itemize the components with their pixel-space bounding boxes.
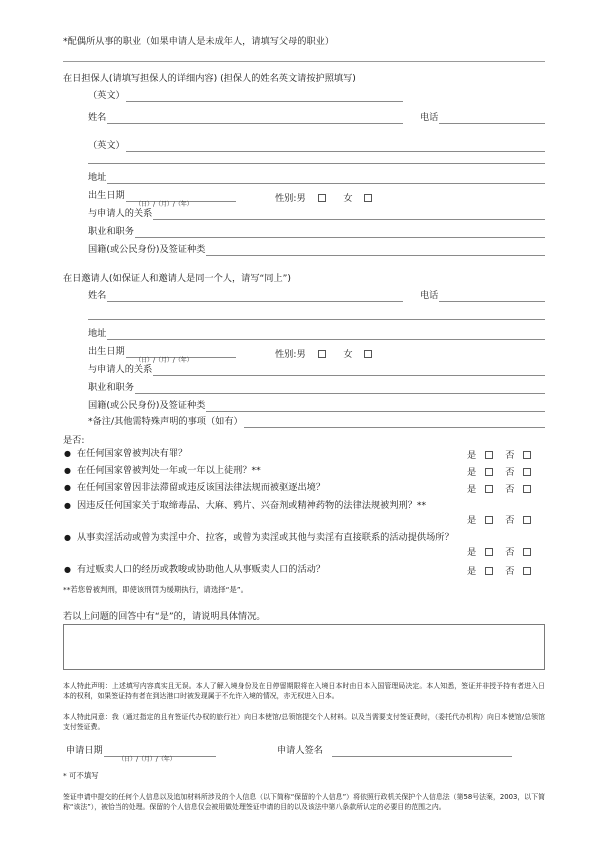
answer-yes-checkbox[interactable]: [485, 567, 493, 575]
applicant-signature-input[interactable]: [332, 746, 512, 757]
question-row: [63, 499, 545, 526]
guarantor-address-input[interactable]: [107, 173, 545, 184]
guarantor-section-title: 在日担保人(请填写担保人的详细内容) (担保人的姓名英文请按护照填写): [63, 73, 356, 84]
guarantor-relationship-input[interactable]: [153, 209, 545, 220]
answer-no-label: 否: [505, 514, 515, 526]
answer-yes-checkbox[interactable]: [485, 451, 493, 459]
spouse-occupation-label: *配偶所从事的职业（如果申请人是未成年人，请填写父母的职业）: [63, 36, 335, 47]
question-answer-group: [467, 499, 545, 526]
inviter-address-input[interactable]: [107, 329, 545, 340]
inviter-gender-female-label: 女: [343, 349, 353, 360]
answer-no-checkbox[interactable]: [523, 548, 531, 556]
question-answer-group: [467, 563, 545, 577]
application-date-format-caption: （日）/（月）/（年）: [118, 756, 176, 763]
guarantor-address-row: [88, 172, 545, 184]
answer-yes-label: 是: [467, 484, 477, 496]
answer-yes-checkbox[interactable]: [485, 516, 493, 524]
questions-list: [63, 447, 545, 580]
inviter-occupation-label: 职业和职务: [88, 382, 134, 393]
inviter-gender-male-label: 性别:男: [275, 349, 306, 360]
inviter-occupation-input[interactable]: [135, 383, 545, 394]
english-label-2: （英文）: [88, 140, 125, 151]
inviter-phone-label: 电话: [420, 290, 439, 301]
question-answer-group: [467, 531, 545, 558]
inviter-address-label: 地址: [88, 328, 107, 339]
sentencing-footnote: **若您曾被判刑，即使该刑罚为缓期执行，请选择“是”。: [63, 585, 249, 594]
inviter-name-input-line2[interactable]: [88, 318, 545, 320]
question-row: [63, 481, 545, 495]
question-row: [63, 447, 545, 461]
inviter-phone-row: [420, 290, 545, 302]
question-text: 在任何国家曾因非法滞留或违反该国法律法规而被驱逐出境？: [77, 482, 326, 494]
yes-no-section-header: 是否:: [63, 435, 85, 446]
bullet-icon: ●: [64, 466, 71, 476]
bullet-icon: ●: [64, 564, 71, 574]
answer-yes-checkbox[interactable]: [485, 468, 493, 476]
answer-yes-checkbox[interactable]: [485, 485, 493, 493]
declaration-paragraph-2: 本人特此同意：我（通过指定的且有签证代办权的旅行社）向日本使馆/总领馆提交个人材料。以及当需要支付签证费时，（委托代办机构）向日本使馆/总领馆支付签证费。: [63, 713, 545, 732]
question-text: 因违反任何国家关于取缔毒品、大麻、鸦片、兴奋剂或精神药物的法律法规被判刑？**: [77, 499, 427, 511]
answer-no-label: 否: [505, 484, 515, 496]
inviter-section-title: 在日邀请人(如保证人和邀请人是同一个人，请写“同上”): [63, 273, 291, 284]
answer-no-label: 否: [505, 467, 515, 479]
guarantor-date-format-caption: （日）/（月）/（年）: [135, 201, 193, 208]
applicant-signature-label: 申请人签名: [277, 745, 323, 756]
guarantor-gender-female-checkbox[interactable]: [364, 194, 372, 202]
declaration-paragraph-1: 本人特此声明：上述填写内容真实且无误。本人了解入境身份及在日停留期限将在入境日本时由日本入国管理局决定。本人知悉，签证并非授予持有者进入日本的权利，如果签证持有者在到达港口时被发现属于不允许入境的情况，亦无权进入日本。: [63, 682, 545, 701]
bullet-icon: ●: [64, 500, 71, 510]
application-date-label: 申请日期: [66, 745, 103, 756]
applicant-signature-row: [277, 745, 512, 757]
answer-no-label: 否: [505, 546, 515, 558]
gender-male-label: 性别:男: [275, 193, 306, 204]
answer-no-checkbox[interactable]: [523, 485, 531, 493]
inviter-name-row: [88, 290, 403, 302]
question-text: 有过贩卖人口的经历或教唆或协助他人从事贩卖人口的活动？: [77, 563, 326, 575]
guarantor-english-name-row: [88, 90, 403, 102]
answer-yes-label: 是: [467, 467, 477, 479]
section-divider: [63, 61, 545, 62]
inviter-date-format-caption: （日）/（月）/（年）: [135, 357, 193, 364]
answer-yes-label: 是: [467, 514, 477, 526]
address-label: 地址: [88, 172, 107, 183]
guarantor-nationality-input[interactable]: [206, 245, 545, 256]
birthdate-label: 出生日期: [88, 190, 125, 201]
remarks-input[interactable]: [244, 417, 545, 428]
question-text: 在任何国家曾被判处一年或一年以上徒刑？**: [77, 465, 261, 477]
inviter-nationality-row: [88, 400, 545, 412]
answer-no-checkbox[interactable]: [523, 516, 531, 524]
question-text: 从事卖淫活动或曾为卖淫中介、拉客，或曾为卖淫或其他与卖淫有直接联系的活动提供场所？: [77, 531, 454, 543]
answer-no-checkbox[interactable]: [523, 468, 531, 476]
guarantor-name-row: [88, 112, 403, 124]
guarantor-relationship-row: [88, 208, 545, 220]
optional-field-note: * 可不填写: [63, 771, 99, 780]
guarantor-phone-row: [420, 112, 545, 124]
inviter-phone-input[interactable]: [439, 291, 545, 302]
guarantor-occupation-input[interactable]: [135, 227, 545, 238]
occupation-label: 职业和职务: [88, 226, 134, 237]
guarantor-phone-input[interactable]: [439, 113, 545, 124]
bullet-icon: ●: [64, 483, 71, 493]
relationship-label: 与申请人的关系: [88, 208, 153, 219]
inviter-gender-female-checkbox[interactable]: [364, 350, 372, 358]
question-row: [63, 464, 545, 478]
inviter-nationality-label: 国籍(或公民身份)及签证种类: [88, 400, 206, 411]
guarantor-gender-row: [275, 190, 372, 204]
bullet-icon: ●: [64, 532, 71, 542]
inviter-birthdate-label: 出生日期: [88, 346, 125, 357]
guarantor-english-name-input[interactable]: [126, 91, 403, 102]
guarantor-occupation-row: [88, 226, 545, 238]
question-text: 在任何国家曾被判决有罪？: [77, 448, 188, 459]
bullet-icon: ●: [64, 449, 71, 458]
privacy-notice: 签证申请中提交的任何个人信息以及追加材料所涉及的个人信息（以下简称“保留的个人信息”）将依照行政机关保护个人信息法（第58号法案，2003，以下简称“该法”），被恰当的处理。保留的个人信息仅会被用做处理签证申请的目的以及该法中第八条款所认定的必要目的范围之内。: [63, 793, 545, 812]
guarantor-nationality-row: [88, 244, 545, 256]
inviter-relationship-label: 与申请人的关系: [88, 364, 153, 375]
question-row: [63, 563, 545, 577]
guarantor-gender-male-checkbox[interactable]: [318, 194, 326, 202]
guarantor-name-input[interactable]: [107, 113, 403, 124]
guarantor-english-address-row: [88, 140, 545, 152]
answer-yes-label: 是: [467, 565, 477, 577]
inviter-occupation-row: [88, 382, 545, 394]
gender-female-label: 女: [343, 193, 353, 204]
english-label: （英文）: [88, 90, 125, 101]
answer-no-checkbox[interactable]: [523, 567, 531, 575]
phone-label: 电话: [420, 112, 439, 123]
inviter-name-input[interactable]: [107, 291, 403, 302]
explanation-textarea[interactable]: [63, 624, 545, 670]
inviter-gender-row: [275, 346, 372, 360]
answer-no-checkbox[interactable]: [523, 451, 531, 459]
nationality-label: 国籍(或公民身份)及签证种类: [88, 244, 206, 255]
inviter-gender-male-checkbox[interactable]: [318, 350, 326, 358]
inviter-relationship-row: [88, 364, 545, 376]
guarantor-english-address-input-line2[interactable]: [88, 162, 545, 164]
question-answer-group: [467, 464, 545, 478]
explanation-prompt: 若以上问题的回答中有“是”的，请说明具体情况。: [63, 611, 266, 622]
question-row: [63, 531, 545, 558]
answer-no-label: 否: [505, 565, 515, 577]
guarantor-english-address-input[interactable]: [126, 141, 545, 152]
answer-no-label: 否: [505, 450, 515, 461]
remarks-label: *备注/其他需特殊声明的事项（如有）: [88, 416, 243, 427]
question-answer-group: [467, 447, 545, 461]
inviter-address-row: [88, 328, 545, 340]
answer-yes-label: 是: [467, 450, 477, 461]
name-label: 姓名: [88, 112, 107, 123]
answer-yes-checkbox[interactable]: [485, 548, 493, 556]
question-answer-group: [467, 481, 545, 495]
answer-yes-label: 是: [467, 546, 477, 558]
inviter-name-label: 姓名: [88, 290, 107, 301]
inviter-relationship-input[interactable]: [153, 365, 545, 376]
inviter-nationality-input[interactable]: [206, 401, 545, 412]
remarks-row: [88, 416, 545, 428]
